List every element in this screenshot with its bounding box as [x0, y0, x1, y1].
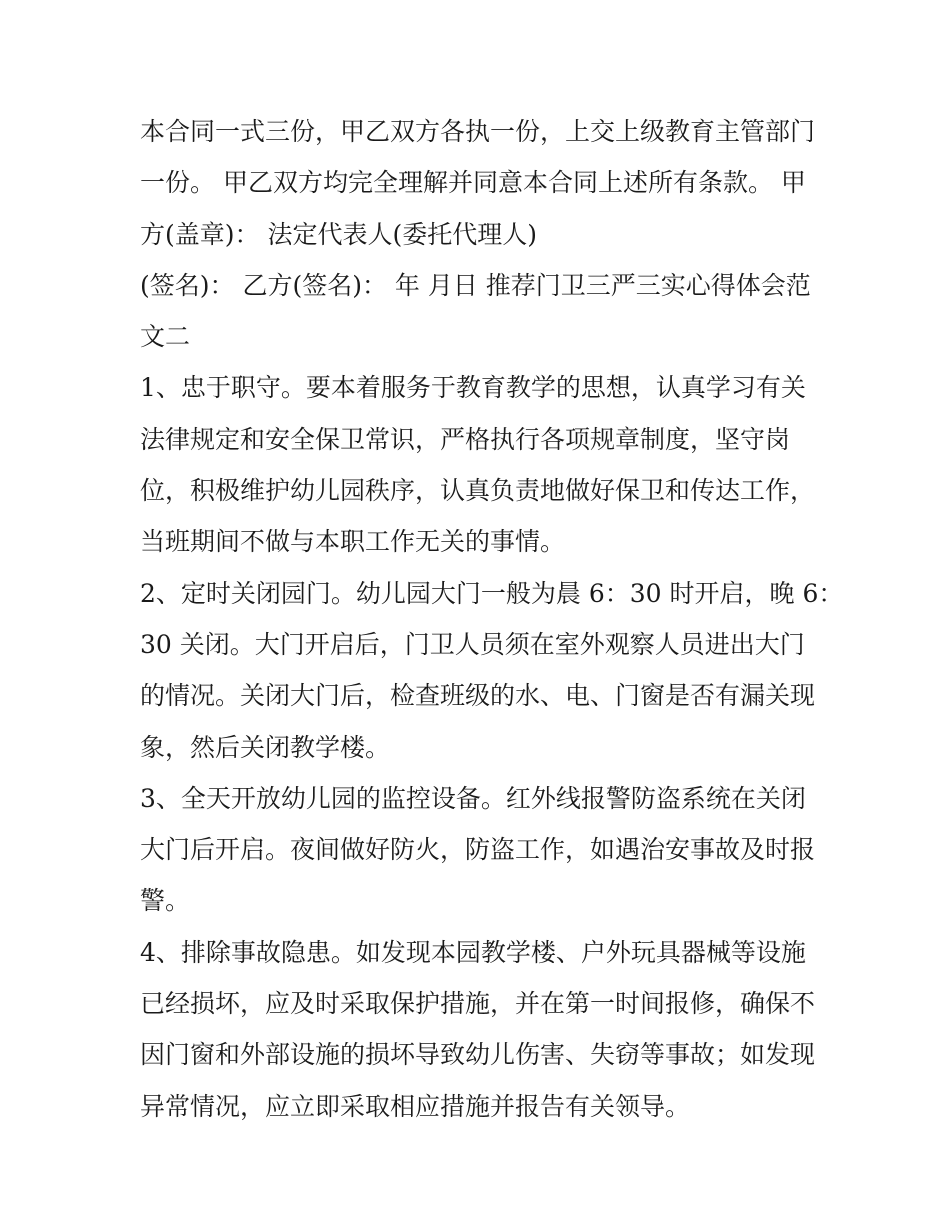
text-line: 本合同一式三份，甲乙双方各执一份，上交上级教育主管部门: [140, 117, 816, 146]
text-line: 象，然后关闭教学楼。: [140, 732, 391, 762]
text-line: 当班期间不做与本职工作无关的事情。: [140, 527, 566, 557]
text-line: 法律规定和安全保卫常识，严格执行各项规章制度，坚守岗: [140, 424, 791, 454]
text-line: 4、排除事故隐患。如发现本园教学楼、户外玩具器械等设施: [140, 937, 806, 967]
text-line: 因门窗和外部设施的损坏导致幼儿伤害、失窃等事故；如发现: [140, 1040, 816, 1070]
text-line: 警。: [140, 886, 191, 916]
text-line: 方(盖章)： 法定代表人(委托代理人): [140, 219, 537, 249]
text-line: 2、定时关闭园门。幼儿园大门一般为晨 6：30 时开启，晚 6：: [140, 578, 844, 608]
text-line: 一份。 甲乙双方均完全理解并同意本合同上述所有条款。 甲: [140, 168, 806, 198]
text-line: 的情况。关闭大门后，检查班级的水、电、门窗是否有漏关现: [140, 681, 816, 711]
text-line: 30 关闭。大门开启后，门卫人员须在室外观察人员进出大门: [140, 629, 805, 659]
text-line: 已经损坏，应及时采取保护措施，并在第一时间报修，确保不: [140, 989, 816, 1019]
text-line: 1、忠于职守。要本着服务于教育教学的思想，认真学习有关: [140, 373, 806, 403]
text-line: 位，积极维护幼儿园秩序，认真负责地做好保卫和传达工作，: [140, 476, 816, 506]
text-line: 文二: [140, 322, 191, 352]
text-line: 异常情况，应立即采取相应措施并报告有关领导。: [140, 1091, 691, 1121]
text-line: 大门后开启。夜间做好防火，防盗工作，如遇治安事故及时报: [140, 835, 816, 865]
text-line: (签名)： 乙方(签名)： 年 月日 推荐门卫三严三实心得体会范: [140, 270, 811, 300]
document-body: [140, 106, 844, 1132]
text-line: 3、全天开放幼儿园的监控设备。红外线报警防盗系统在关闭: [140, 783, 806, 813]
